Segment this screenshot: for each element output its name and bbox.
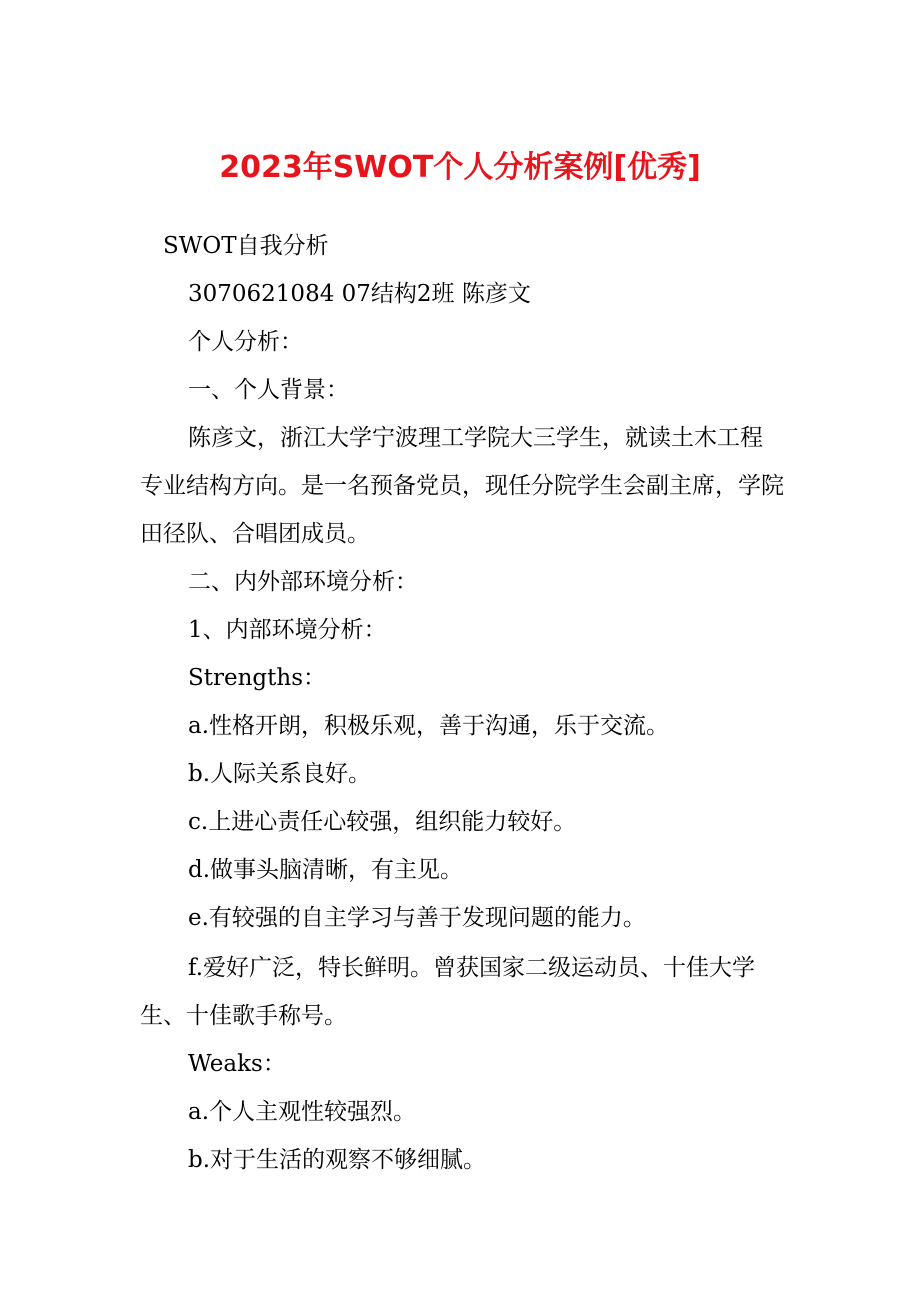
paragraph-personal-analysis: 个人分析： xyxy=(188,329,303,355)
list-item-strength-a: a.性格开朗，积极乐观，善于沟通，乐于交流。 xyxy=(188,713,670,739)
paragraph-strengths-heading: Strengths： xyxy=(188,665,326,691)
paragraph-student-info: 3070621084 07结构2班 陈彦文 xyxy=(188,281,531,307)
list-item-strength-f: f.爱好广泛，特长鲜明。曾获国家二级运动员、十佳大学生、十佳歌手称号。 xyxy=(140,955,756,1029)
paragraph-section-background: 一、个人背景： xyxy=(188,377,349,403)
paragraph-background-detail: 陈彦文，浙江大学宁波理工学院大三学生，就读土木工程专业结构方向。是一名预备党员，现任分院学生会副主席，学院田径队、合唱团成员。 xyxy=(140,425,784,547)
list-item-weak-b: b.对于生活的观察不够细腻。 xyxy=(188,1147,487,1173)
document-title: 2023年SWOT个人分析案例[优秀] xyxy=(219,150,701,185)
list-item-weak-a: a.个人主观性较强烈。 xyxy=(188,1099,417,1125)
list-item-strength-e: e.有较强的自主学习与善于发现问题的能力。 xyxy=(188,905,646,931)
list-item-strength-b: b.人际关系良好。 xyxy=(188,761,372,787)
paragraph-weaks-heading: Weaks： xyxy=(188,1051,286,1077)
list-item-strength-d: d.做事头脑清晰，有主见。 xyxy=(188,857,464,883)
paragraph-swot-heading: SWOT自我分析 xyxy=(163,233,329,259)
list-item-strength-c: c.上进心责任心较强，组织能力较好。 xyxy=(188,809,577,835)
paragraph-section-environment: 二、内外部环境分析： xyxy=(188,569,418,595)
paragraph-internal-environment: 1、内部环境分析： xyxy=(188,617,387,643)
